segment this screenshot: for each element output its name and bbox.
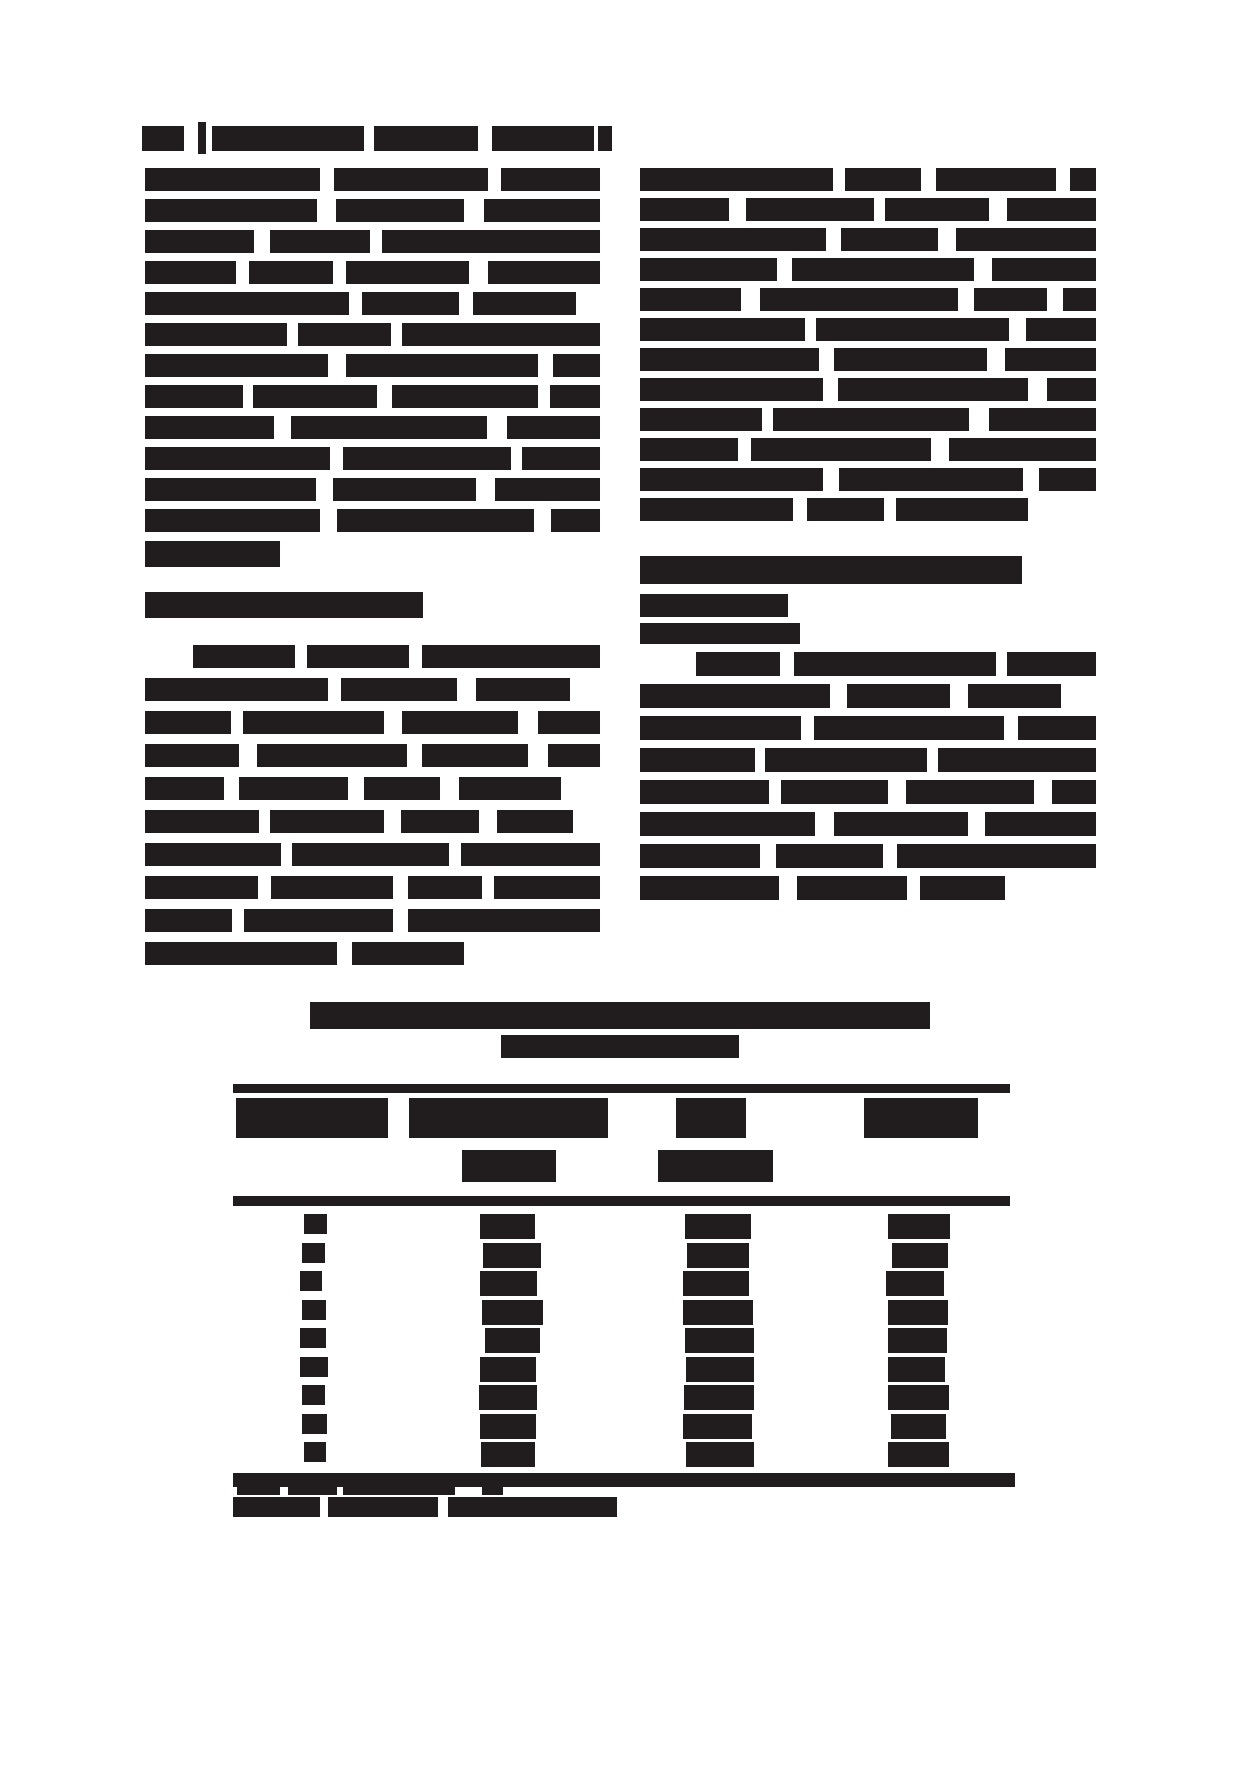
table-unit-label-1 [462,1150,556,1182]
table-cell-r7-c4 [888,1385,949,1410]
table-footnote-line2-segment [328,1497,438,1517]
table-cell-r2-c3 [687,1243,749,1268]
table-column-header-3 [676,1098,746,1138]
table-cell-r6-c3 [686,1357,754,1382]
table-cell-r6-c1 [300,1357,328,1377]
table-column-header-1 [236,1098,388,1138]
table-rule-top [233,1084,1010,1093]
table-footnote-line1-segment [237,1487,280,1495]
table-cell-r1-c4 [888,1214,950,1239]
table-rule-header [233,1196,1010,1206]
table-cell-r3-c1 [300,1271,322,1291]
table-cell-r6-c2 [480,1357,536,1382]
table-column-header-2 [409,1098,608,1138]
table-unit-label-2 [658,1150,773,1182]
table-cell-r1-c3 [685,1214,751,1239]
table-cell-r1-c2 [480,1214,535,1239]
table-cell-r5-c1 [300,1328,326,1348]
table-cell-r4-c2 [482,1300,543,1325]
table-cell-r9-c1 [304,1442,326,1462]
table-cell-r7-c2 [479,1385,537,1410]
table-cell-r1-c1 [304,1214,327,1234]
table-column-header-4 [864,1098,978,1138]
table-cell-r7-c1 [302,1385,325,1405]
table-cell-r3-c4 [886,1271,944,1296]
table-cell-r6-c4 [888,1357,945,1382]
table-cell-r2-c4 [892,1243,948,1268]
table-title-line1 [310,1002,930,1029]
table-cell-r9-c3 [686,1442,754,1467]
table-cell-r8-c4 [891,1414,946,1439]
table-footnote-line1-segment [288,1487,337,1495]
table-cell-r4-c3 [683,1300,753,1325]
table-footnote-line1-segment [343,1487,455,1495]
table-cell-r5-c4 [888,1328,947,1353]
table-cell-r3-c2 [480,1271,537,1296]
table-cell-r8-c3 [683,1414,752,1439]
table-cell-r4-c4 [888,1300,948,1325]
table-title-line2 [501,1035,739,1058]
table-cell-r9-c4 [888,1442,949,1467]
table-cell-r2-c2 [483,1243,541,1268]
table-footnote-line2-segment [448,1497,617,1517]
table-cell-r4-c1 [302,1300,326,1320]
table-cell-r5-c3 [685,1328,754,1353]
table-cell-r8-c2 [480,1414,536,1439]
table-footnote-line1-segment [482,1487,503,1495]
table-cell-r5-c2 [485,1328,540,1353]
table-rule-bottom [233,1473,1015,1487]
table-cell-r7-c3 [684,1385,754,1410]
table-cell-r3-c3 [683,1271,749,1296]
table-footnote-line2-segment [233,1497,320,1517]
table-cell-r2-c1 [302,1243,325,1263]
table-cell-r8-c1 [302,1414,327,1434]
table-cell-r9-c2 [481,1442,535,1467]
